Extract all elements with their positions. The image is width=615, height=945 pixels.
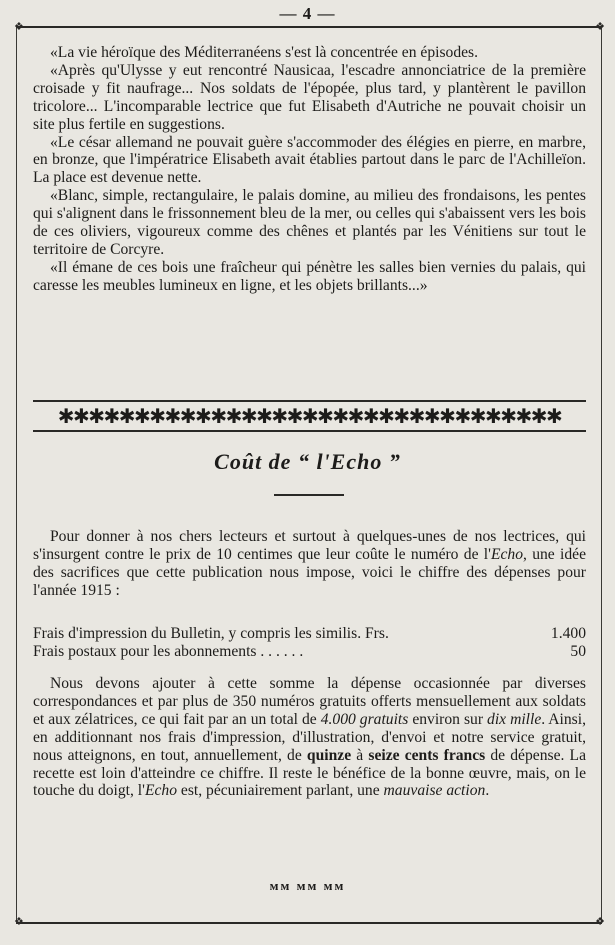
cost-label: Frais d'impression du Bulletin, y compris les similis. Frs.: [33, 625, 389, 642]
emphasis: dix mille: [487, 710, 542, 728]
cost-row: [33, 643, 586, 661]
cost-list: [33, 625, 586, 661]
paragraph: «Après qu'Ulysse y eut rencontré Nausicaa, l'escadre annonciatrice de la première croisade y fit naufrage... Nos soldats de l'épopée, plus tard, y plantèrent le pavillon tricolore... L'incomparable lectrice que fut Elisabeth d'Autriche ne pouvait choisir un site plus fertile en suggestions.: [33, 61, 586, 133]
star-separator: ✱✱✱✱✱✱✱✱✱✱✱✱✱✱✱✱✱✱✱✱✱✱✱✱✱✱✱✱✱✱✱✱✱: [33, 400, 586, 432]
strong-text: seize cents francs: [368, 746, 486, 764]
text: est, pécuniairement parlant, une: [177, 782, 384, 800]
text: Nous devons ajouter à cette somme la dépense occasionnée par diverses correspondances et par plus de 350 numéros gratuits offerts mensuellement aux soldats et aux zélatrices, ce qui fait par an un total de: [33, 675, 586, 728]
paragraph: «La vie héroïque des Méditerranéens s'est là concentrée en épisodes.: [50, 44, 478, 61]
paragraph: «Le césar allemand ne pouvait guère s'accommoder des élégies en pierre, en marbre, en bronze, que l'impératrice Elisabeth avait établies partout dans le parc de l'Achilleïon. La place est devenue nette.: [33, 133, 586, 187]
text: . Ainsi, en additionnant nos frais d'impression, d'illustration, d'envoi et notre service gratuit, nous atteignons, en tout, annuellement, de: [33, 710, 586, 764]
emphasis: mauvaise action: [383, 782, 486, 800]
strong-text: quinze: [306, 746, 352, 764]
paragraph: «Blanc, simple, rectangulaire, le palais domine, au milieu des frondaisons, les pentes qui s'alignent dans le frissonnement bleu de la mer, ou celles qui s'abaissent vers les bois de ces oliviers, vigoureux comme des chênes et plantés par les Vénitiens sur tout le territoire de Corcyre.: [33, 187, 586, 258]
text: de dépense. La recette est loin d'atteindre ce chiffre. Il reste le bénéfice de la bonne œuvre, mais, on le touche du doigt, l': [33, 746, 586, 800]
intro-text: , une idée des sacrifices que cette publication nous impose, voici le chiffre des dépenses pour l'année 1915 :: [33, 545, 586, 599]
intro-paragraph: [33, 528, 586, 600]
conclusion-paragraph: [33, 675, 586, 800]
section-title: Coût de “ l'Echo ”: [214, 449, 401, 474]
end-ornament-icon: ᴍᴍ ᴍᴍ ᴍᴍ: [269, 878, 346, 893]
cost-label: Frais postaux pour les abonnements . . . . . .: [33, 642, 304, 660]
corner-ornament-icon: ❖: [595, 916, 605, 928]
page-number: — 4 —: [279, 4, 336, 23]
emphasis: 4.000 gratuits: [320, 710, 409, 728]
cost-row: [33, 625, 586, 643]
text: .: [485, 782, 490, 800]
intro-text: Pour donner à nos chers lecteurs et surtout à quelques-unes de nos lectrices, qui s'insurgent contre le prix de 10 centimes que leur coûte le numéro de l': [33, 528, 586, 563]
corner-ornament-icon: ❖: [595, 21, 605, 33]
echo-name: Echo: [144, 782, 177, 800]
paragraph: «Il émane de ces bois une fraîcheur qui pénètre les salles bien vernies du palais, qui caresse les meubles lumineux en ligne, et les objets brillants...»: [33, 258, 586, 294]
quoted-article: [33, 44, 586, 295]
text: environ sur: [408, 710, 488, 728]
corner-ornament-icon: ❖: [14, 916, 24, 928]
corner-ornament-icon: ❖: [14, 21, 24, 33]
cost-amount: 1.400: [550, 625, 586, 642]
text: à: [351, 746, 369, 764]
title-underline: [274, 494, 344, 496]
echo-name: Echo: [490, 545, 523, 563]
cost-amount: 50: [570, 642, 586, 660]
